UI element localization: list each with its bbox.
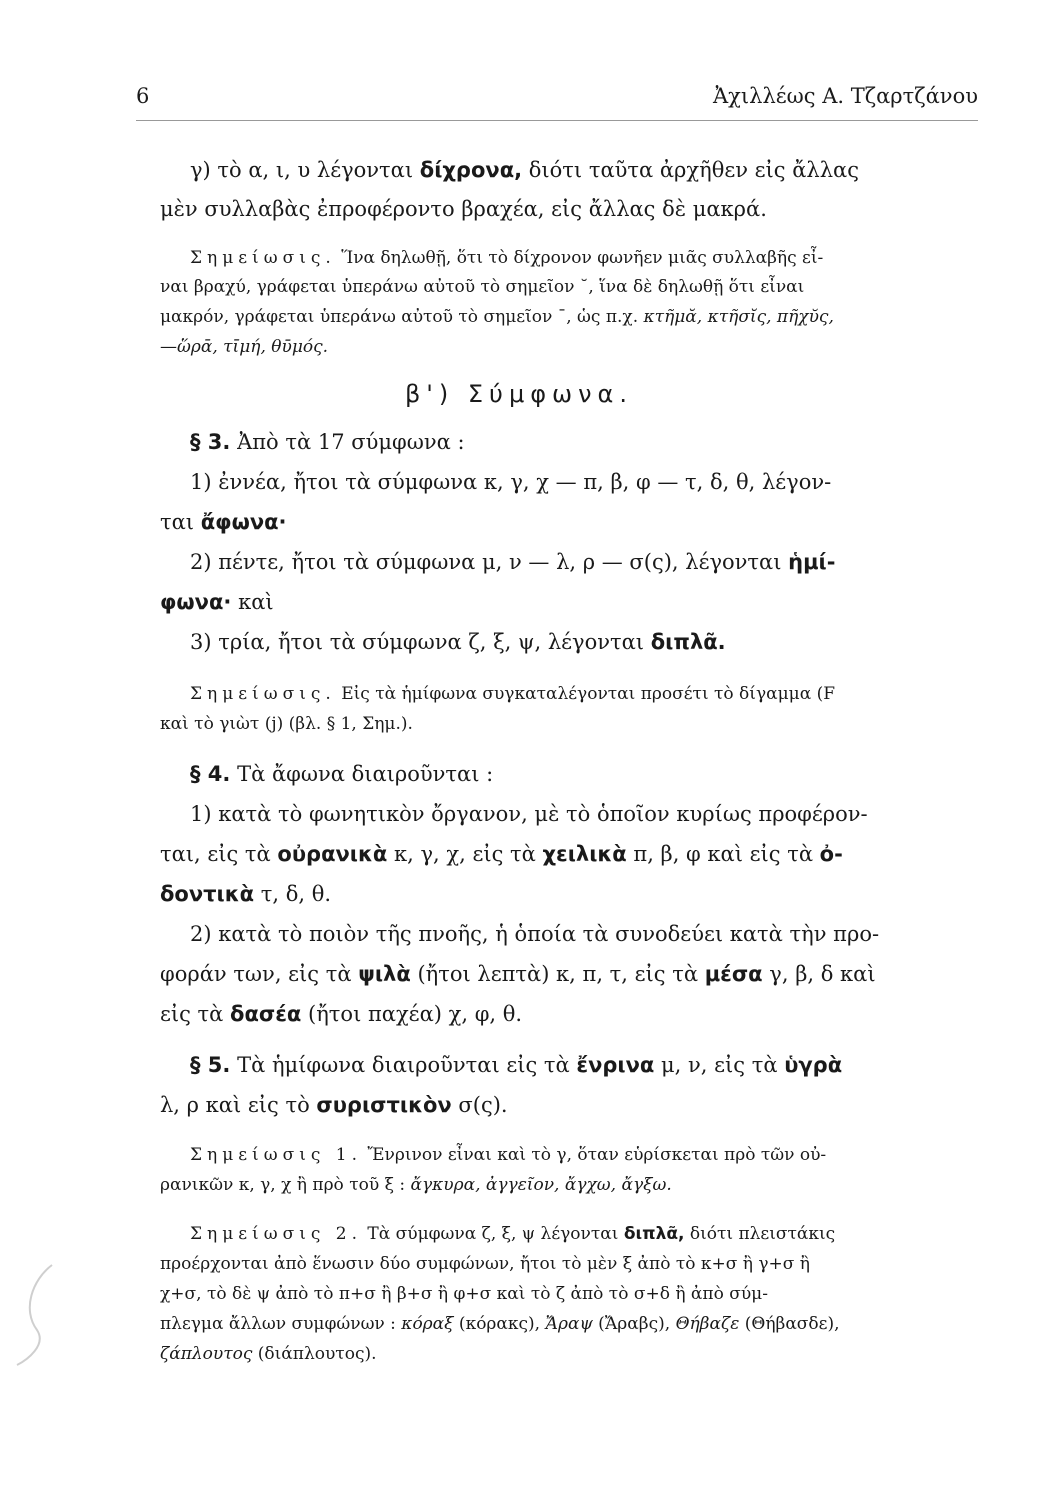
note-label: Σημείωσις 1. xyxy=(190,1145,363,1165)
note-label: Σημείωσις. xyxy=(190,684,336,704)
term-psila: ψιλὰ xyxy=(358,962,411,986)
note4-line-5: ζάπλουτος (διάπλουτος). xyxy=(160,1344,377,1364)
note4-line-1: Σημείωσις 2. Τὰ σύμφωνα ζ, ξ, ψ λέγονται διπλᾶ, διότι πλειστάκις xyxy=(190,1224,836,1244)
term-aphona: ἄφωνα· xyxy=(200,510,287,534)
note1-line-1: Σημείωσις. Ἵνα δηλωθῇ, ὅτι τὸ δίχρονον φωνῆεν μιᾶς συλλαβῆς εἶ- xyxy=(190,248,824,268)
note1-line-2: ναι βραχύ, γράφεται ὑπεράνω αὐτοῦ τὸ σημεῖον ˘, ἵνα δὲ δηλωθῇ ὅτι εἶναι xyxy=(160,277,805,297)
gamma-line-2: μὲν συλλαβὰς ἐπροφέροντο βραχέα, εἰς ἄλλας δὲ μακρά. xyxy=(160,197,767,221)
s3-intro: § 3. Ἀπὸ τὰ 17 σύμφωνα : xyxy=(190,430,465,454)
section-title: β') Σύμφωνα. xyxy=(404,380,633,408)
note3-line-2: ρανικῶν κ, γ, χ ἢ πρὸ τοῦ ξ : ἄγκυρα, ἀγγεῖον, ἄγχω, ἄγξω. xyxy=(160,1175,672,1195)
s5-line2: λ, ρ καὶ εἰς τὸ συριστικὸν σ(ς). xyxy=(160,1093,508,1117)
note4-line-4: πλεγμα ἄλλων συμφώνων : κόραξ (κόρακς), Ἄραψ (Ἄραβς), Θήβαζε (Θήβασδε), xyxy=(160,1314,840,1334)
note4-line-2: προέρχονται ἀπὸ ἕνωσιν δύο συμφώνων, ἤτοι τὸ μὲν ξ ἀπὸ τὸ κ+σ ἢ γ+σ ἢ xyxy=(160,1254,810,1274)
term-syristikon: συριστικὸν xyxy=(316,1093,452,1117)
paragraph-number: § 5. xyxy=(190,1053,231,1077)
paragraph-number: § 3. xyxy=(190,430,231,454)
s3-item2-line1: 2) πέντε, ἤτοι τὰ σύμφωνα μ, ν — λ, ρ — σ(ς), λέγονται ἡμί- xyxy=(190,550,836,574)
term-dasea: δασέα xyxy=(230,1002,302,1026)
note1-line-3: μακρόν, γράφεται ὑπεράνω αὐτοῦ τὸ σημεῖον ¯, ὡς π.χ. κτῆμᾰ, κτῆσῐς, πῆχῠς, xyxy=(160,307,834,327)
note-label: Σημείωσις 2. xyxy=(190,1224,363,1244)
s3-item1-line1: 1) ἐννέα, ἤτοι τὰ σύμφωνα κ, γ, χ — π, β, φ — τ, δ, θ, λέγον- xyxy=(190,470,832,494)
term-dichrona: δίχρονα, xyxy=(419,158,523,182)
s3-item1-line2: ται ἄφωνα· xyxy=(160,510,287,534)
s4-a-line3: δοντικὰ τ, δ, θ. xyxy=(160,882,332,906)
paragraph-number: § 4. xyxy=(190,762,231,786)
s3-item2-line2: φωνα· καὶ xyxy=(160,590,274,614)
s4-b-line1: 2) κατὰ τὸ ποιὸν τῆς πνοῆς, ἡ ὁποία τὰ συνοδεύει κατὰ τὴν προ- xyxy=(190,922,880,946)
term-hemiphona: ἡμί- xyxy=(788,550,836,574)
term-dipla: διπλᾶ. xyxy=(650,630,726,654)
header-rule xyxy=(136,120,978,121)
s5-line1: § 5. Τὰ ἡμίφωνα διαιροῦνται εἰς τὰ ἔνρινα μ, ν, εἰς τὰ ὑγρὰ xyxy=(190,1053,843,1077)
s3-item3: 3) τρία, ἤτοι τὰ σύμφωνα ζ, ξ, ψ, λέγονται διπλᾶ. xyxy=(190,630,726,654)
note4-line-3: χ+σ, τὸ δὲ ψ ἀπὸ τὸ π+σ ἢ β+σ ἢ φ+σ καὶ τὸ ζ ἀπὸ τὸ σ+δ ἢ ἀπὸ σύμ- xyxy=(160,1284,768,1304)
term-enrina: ἔνρινα xyxy=(576,1053,655,1077)
page-header xyxy=(136,84,978,116)
note2-line-1: Σημείωσις. Εἰς τὰ ἡμίφωνα συγκαταλέγονται προσέτι τὸ δίγαμμα (F xyxy=(190,684,836,704)
term-ygra: ὑγρὰ xyxy=(784,1053,843,1077)
page-number: 6 xyxy=(136,84,150,108)
note-label: Σημείωσις. xyxy=(190,248,336,268)
note1-line-4: —ὥρᾱ, τῑμή, θῡμός. xyxy=(160,337,329,357)
s4-b-line3: εἰς τὰ δασέα (ἤτοι παχέα) χ, φ, θ. xyxy=(160,1002,523,1026)
running-head: Ἀχιλλέως Α. Τζαρτζάνου xyxy=(713,84,978,108)
pencil-mark-icon xyxy=(12,1260,82,1370)
term-cheilika: χειλικὰ xyxy=(542,842,627,866)
term-odontika: δοντικὰ xyxy=(160,882,255,906)
s4-a-line2: ται, εἰς τὰ οὐρανικὰ κ, γ, χ, εἰς τὰ χειλικὰ π, β, φ καὶ εἰς τὰ ὀ- xyxy=(160,842,843,866)
s4-a-line1: 1) κατὰ τὸ φωνητικὸν ὄργανον, μὲ τὸ ὁποῖον κυρίως προφέρον- xyxy=(190,802,868,826)
gamma-line-1: γ) τὸ α, ι, υ λέγονται δίχρονα, διότι ταῦτα ἀρχῆθεν εἰς ἄλλας xyxy=(190,158,859,182)
note2-line-2: καὶ τὸ γιὼτ (j) (βλ. § 1, Σημ.). xyxy=(160,714,413,734)
term-ouranika: οὐρανικὰ xyxy=(277,842,388,866)
note3-line-1: Σημείωσις 1. Ἔνρινον εἶναι καὶ τὸ γ, ὅταν εὑρίσκεται πρὸ τῶν οὐ- xyxy=(190,1145,827,1165)
term-mesa: μέσα xyxy=(704,962,763,986)
s4-intro: § 4. Τὰ ἄφωνα διαιροῦνται : xyxy=(190,762,494,786)
s4-b-line2: φοράν των, εἰς τὰ ψιλὰ (ἤτοι λεπτὰ) κ, π, τ, εἰς τὰ μέσα γ, β, δ καὶ xyxy=(160,962,876,986)
